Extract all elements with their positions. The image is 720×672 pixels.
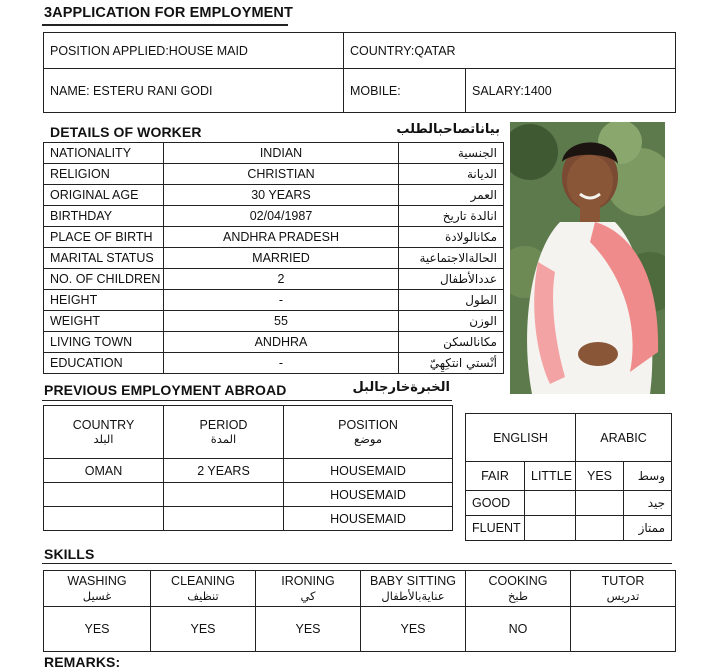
details-label: NATIONALITY [44,143,164,164]
prev-cell [164,483,284,507]
prev-header-period: PERIOD المدة [164,406,284,459]
details-label-ar: الطول [399,290,504,311]
details-value: - [164,290,399,311]
details-label-ar: انالدة تاريخ [399,206,504,227]
details-label: RELIGION [44,164,164,185]
lang-cell [525,491,576,516]
details-label-ar: الوزن [399,311,504,332]
skill-header [571,571,676,607]
page-title: 3APPLICATION FOR EMPLOYMENT [44,5,293,21]
details-label-ar: العمر [399,185,504,206]
lang-good-ar: جيد [624,491,672,516]
details-label: EDUCATION [44,353,164,374]
details-row [44,290,504,311]
skill-name-ar: تدريس [606,588,640,603]
prev-title: PREVIOUS EMPLOYMENT ABROAD [44,382,287,398]
details-row [44,248,504,269]
prev-cell [44,483,164,507]
skill-name: COOKING [488,573,548,588]
language-table [465,413,672,541]
details-table [43,142,504,374]
details-label: NO. OF CHILDREN [44,269,164,290]
details-row [44,227,504,248]
details-value: ANDHRA [164,332,399,353]
details-label: MARITAL STATUS [44,248,164,269]
details-label: BIRTHDAY [44,206,164,227]
skill-name-ar: طبخ [507,588,529,603]
lang-good: GOOD [466,491,525,516]
header-table [43,32,676,113]
skill-name-ar: عنايةبالأطفال [381,588,445,603]
details-row [44,269,504,290]
skill-name-ar: كي [300,588,316,603]
skill-header [44,571,151,607]
details-label-ar: أنْستي انتكِهِيّ [399,353,504,374]
prev-cell: HOUSEMAID [284,459,453,483]
prev-cell [164,507,284,531]
lang-english: ENGLISH [466,414,576,462]
details-row [44,311,504,332]
skill-header [361,571,466,607]
skill-name: BABY SITTING [370,573,456,588]
details-label: PLACE OF BIRTH [44,227,164,248]
details-label-ar: عددالأطفال [399,269,504,290]
skill-header [151,571,256,607]
skill-value: YES [151,607,256,652]
details-value: CHRISTIAN [164,164,399,185]
skill-header [256,571,361,607]
lang-fair: FAIR [466,462,525,491]
remarks-label: REMARKS: [44,654,121,670]
details-value: 30 YEARS [164,185,399,206]
skill-name: TUTOR [601,573,645,588]
prev-cell [44,507,164,531]
lang-cell [525,516,576,541]
prev-cell: 2 YEARS [164,459,284,483]
details-value: 02/04/1987 [164,206,399,227]
person-photo-icon [510,122,665,394]
prev-table [43,405,453,531]
details-label: ORIGINAL AGE [44,185,164,206]
prev-cell: HOUSEMAID [284,483,453,507]
skill-header [466,571,571,607]
skill-name: WASHING [67,573,127,588]
details-label-ar: الديانة [399,164,504,185]
details-row [44,206,504,227]
details-value: MARRIED [164,248,399,269]
details-value: ANDHRA PRADESH [164,227,399,248]
lang-fair-ar: وسط [624,462,672,491]
details-value: INDIAN [164,143,399,164]
skill-value: YES [256,607,361,652]
details-title-ar: بياناتصاحبالطلب [396,122,500,137]
prev-underline [42,400,452,401]
details-row [44,353,504,374]
skills-underline [42,563,672,564]
skill-name-ar: غسيل [82,588,112,603]
skills-title: SKILLS [44,546,95,562]
title-underline [42,24,288,26]
lang-fluent: FLUENT [466,516,525,541]
details-label-ar: مكانالسكن [399,332,504,353]
details-value: 2 [164,269,399,290]
lang-cell [576,516,624,541]
details-label-ar: الجنسية [399,143,504,164]
prev-title-ar: الخبرةخارجالبل [352,380,450,395]
details-row [44,185,504,206]
position-applied: POSITION APPLIED:HOUSE MAID [44,33,344,69]
details-label: LIVING TOWN [44,332,164,353]
skill-name: CLEANING [171,573,235,588]
skill-value: YES [361,607,466,652]
details-label: WEIGHT [44,311,164,332]
worker-name: NAME: ESTERU RANI GODI [44,69,344,113]
details-value: 55 [164,311,399,332]
details-label-ar: الحالةالاجتماعية [399,248,504,269]
prev-cell: HOUSEMAID [284,507,453,531]
prev-header-country: COUNTRY البلد [44,406,164,459]
lang-cell [576,491,624,516]
skill-value: NO [466,607,571,652]
country: COUNTRY:QATAR [344,33,676,69]
skill-name-ar: تنظيف [187,588,219,603]
skill-value: YES [44,607,151,652]
details-title: DETAILS OF WORKER [50,124,202,140]
lang-arabic: ARABIC [576,414,672,462]
prev-cell: OMAN [44,459,164,483]
details-label: HEIGHT [44,290,164,311]
skill-value [571,607,676,652]
details-label-ar: مكانالولادة [399,227,504,248]
skill-name: IRONING [281,573,335,588]
person-photo [510,122,665,394]
details-row [44,164,504,185]
prev-header-position: POSITION موضع [284,406,453,459]
lang-fluent-ar: ممتاز [624,516,672,541]
details-row [44,332,504,353]
details-row [44,143,504,164]
salary: SALARY:1400 [466,69,676,113]
details-value: - [164,353,399,374]
mobile: MOBILE: [344,69,466,113]
skills-table [43,570,676,652]
lang-little: LITTLE [525,462,576,491]
lang-yes: YES [576,462,624,491]
